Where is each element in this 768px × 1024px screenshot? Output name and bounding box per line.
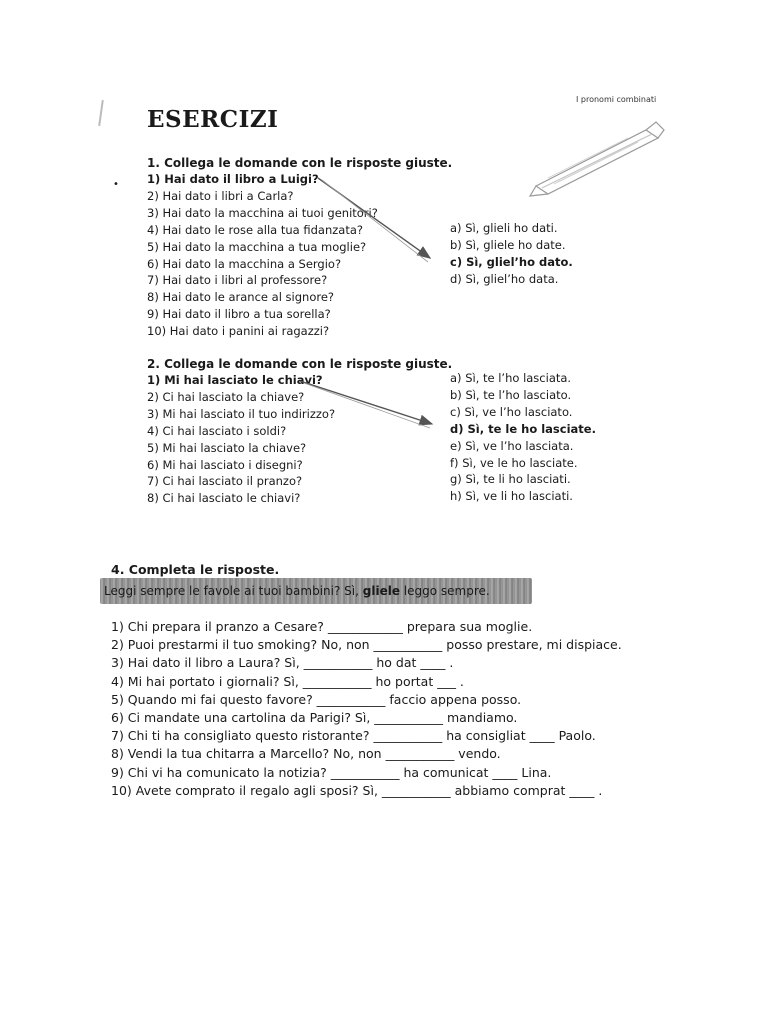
list-item: g) Sì, te li ho lasciati. (450, 472, 571, 487)
list-item: a) Sì, te l’ho lasciata. (450, 371, 572, 385)
exercise-1-questions (147, 171, 378, 340)
list-item: f) Sì, ve le ho lasciate. (450, 455, 578, 470)
list-item: 10) Avete comprato il regalo agli sposi? Sì, ___________ abbiamo comprat ____ . (111, 782, 603, 798)
list-item: 5) Hai dato la macchina a tua moglie? (147, 239, 367, 254)
list-item: 8) Hai dato le arance al signore? (147, 290, 335, 305)
exercise-1-heading: 1. Collega le domande con le risposte giuste. (147, 156, 453, 170)
list-item: 3) Hai dato la macchina ai tuoi genitori? (147, 205, 378, 220)
exercise-2-answers (450, 370, 596, 505)
list-item: 4) Hai dato le rose alla tua fidanzata? (147, 222, 363, 237)
list-item: 1) Chi prepara il pranzo a Cesare? ____________ prepara sua moglie. (111, 619, 533, 634)
section-label: I pronomi combinati (576, 95, 657, 104)
list-item: 7) Chi ti ha consigliato questo ristorante? ___________ ha consigliat ____ Paolo. (111, 728, 596, 744)
exercise-2-heading: 2. Collega le domande con le risposte giuste. (147, 357, 453, 371)
list-item: 10) Hai dato i panini ai ragazzi? (147, 324, 330, 339)
example-text-after: leggo sempre. (399, 584, 490, 598)
list-item: b) Sì, te l’ho lasciato. (450, 387, 572, 402)
list-item: h) Sì, ve li ho lasciati. (450, 489, 573, 504)
exercise-4-list (111, 618, 622, 800)
exercise-4-heading: 4. Completa le risposte. (111, 562, 280, 577)
list-item: d) Sì, te le ho lasciate. (450, 421, 596, 436)
list-item: 3) Hai dato il libro a Laura? Sì, ___________ ho dat ____ . (111, 655, 454, 671)
list-item: 8) Vendi la tua chitarra a Marcello? No, non ___________ vendo. (111, 746, 501, 762)
scan-mark (98, 100, 104, 126)
exercise-1-answers (450, 220, 573, 288)
list-item: 4) Mi hai portato i giornali? Sì, ___________ ho portat ___ . (111, 673, 464, 689)
list-item: 5) Quando mi fai questo favore? ___________ faccio appena posso. (111, 691, 522, 707)
list-item: 3) Mi hai lasciato il tuo indirizzo? (147, 406, 336, 421)
list-item: 4) Ci hai lasciato i soldi? (147, 423, 287, 438)
list-item: 6) Hai dato la macchina a Sergio? (147, 256, 342, 271)
list-item: 7) Hai dato i libri al professore? (147, 273, 328, 288)
page-title: ESERCIZI (147, 106, 279, 133)
list-item: 5) Mi hai lasciato la chiave? (147, 440, 307, 455)
list-item: 2) Ci hai lasciato la chiave? (147, 389, 305, 404)
list-item: 9) Hai dato il libro a tua sorella? (147, 307, 331, 322)
example-text-before: Leggi sempre le favole ai tuoi bambini? Sì, (104, 584, 363, 598)
list-item: 6) Ci mandate una cartolina da Parigi? Sì, ___________ mandiamo. (111, 710, 518, 726)
list-item: 7) Ci hai lasciato il pranzo? (147, 474, 303, 489)
list-item: 1) Mi hai lasciato le chiavi? (147, 373, 323, 387)
list-item: 2) Puoi prestarmi il tuo smoking? No, non ___________ posso prestare, mi dispiace. (111, 637, 622, 653)
list-item: b) Sì, gliele ho date. (450, 237, 566, 252)
list-item: c) Sì, ve l’ho lasciato. (450, 404, 573, 419)
pencil-icon (528, 108, 668, 198)
list-item: 2) Hai dato i libri a Carla? (147, 188, 294, 203)
example-sentence (104, 584, 490, 598)
list-item: 8) Ci hai lasciato le chiavi? (147, 491, 301, 506)
list-item: 9) Chi vi ha comunicato la notizia? ___________ ha comunicat ____ Lina. (111, 764, 552, 780)
list-item: d) Sì, gliel’ho data. (450, 271, 559, 286)
list-item: c) Sì, gliel’ho dato. (450, 254, 573, 269)
list-item: 6) Mi hai lasciato i disegni? (147, 457, 303, 472)
list-item: e) Sì, ve l’ho lasciata. (450, 438, 574, 453)
list-item: 1) Hai dato il libro a Luigi? (147, 172, 319, 186)
example-highlight: gliele (362, 584, 400, 598)
exercise-2-questions (147, 372, 335, 507)
list-item: a) Sì, glieli ho dati. (450, 221, 558, 235)
bullet-dot: • (113, 179, 119, 190)
